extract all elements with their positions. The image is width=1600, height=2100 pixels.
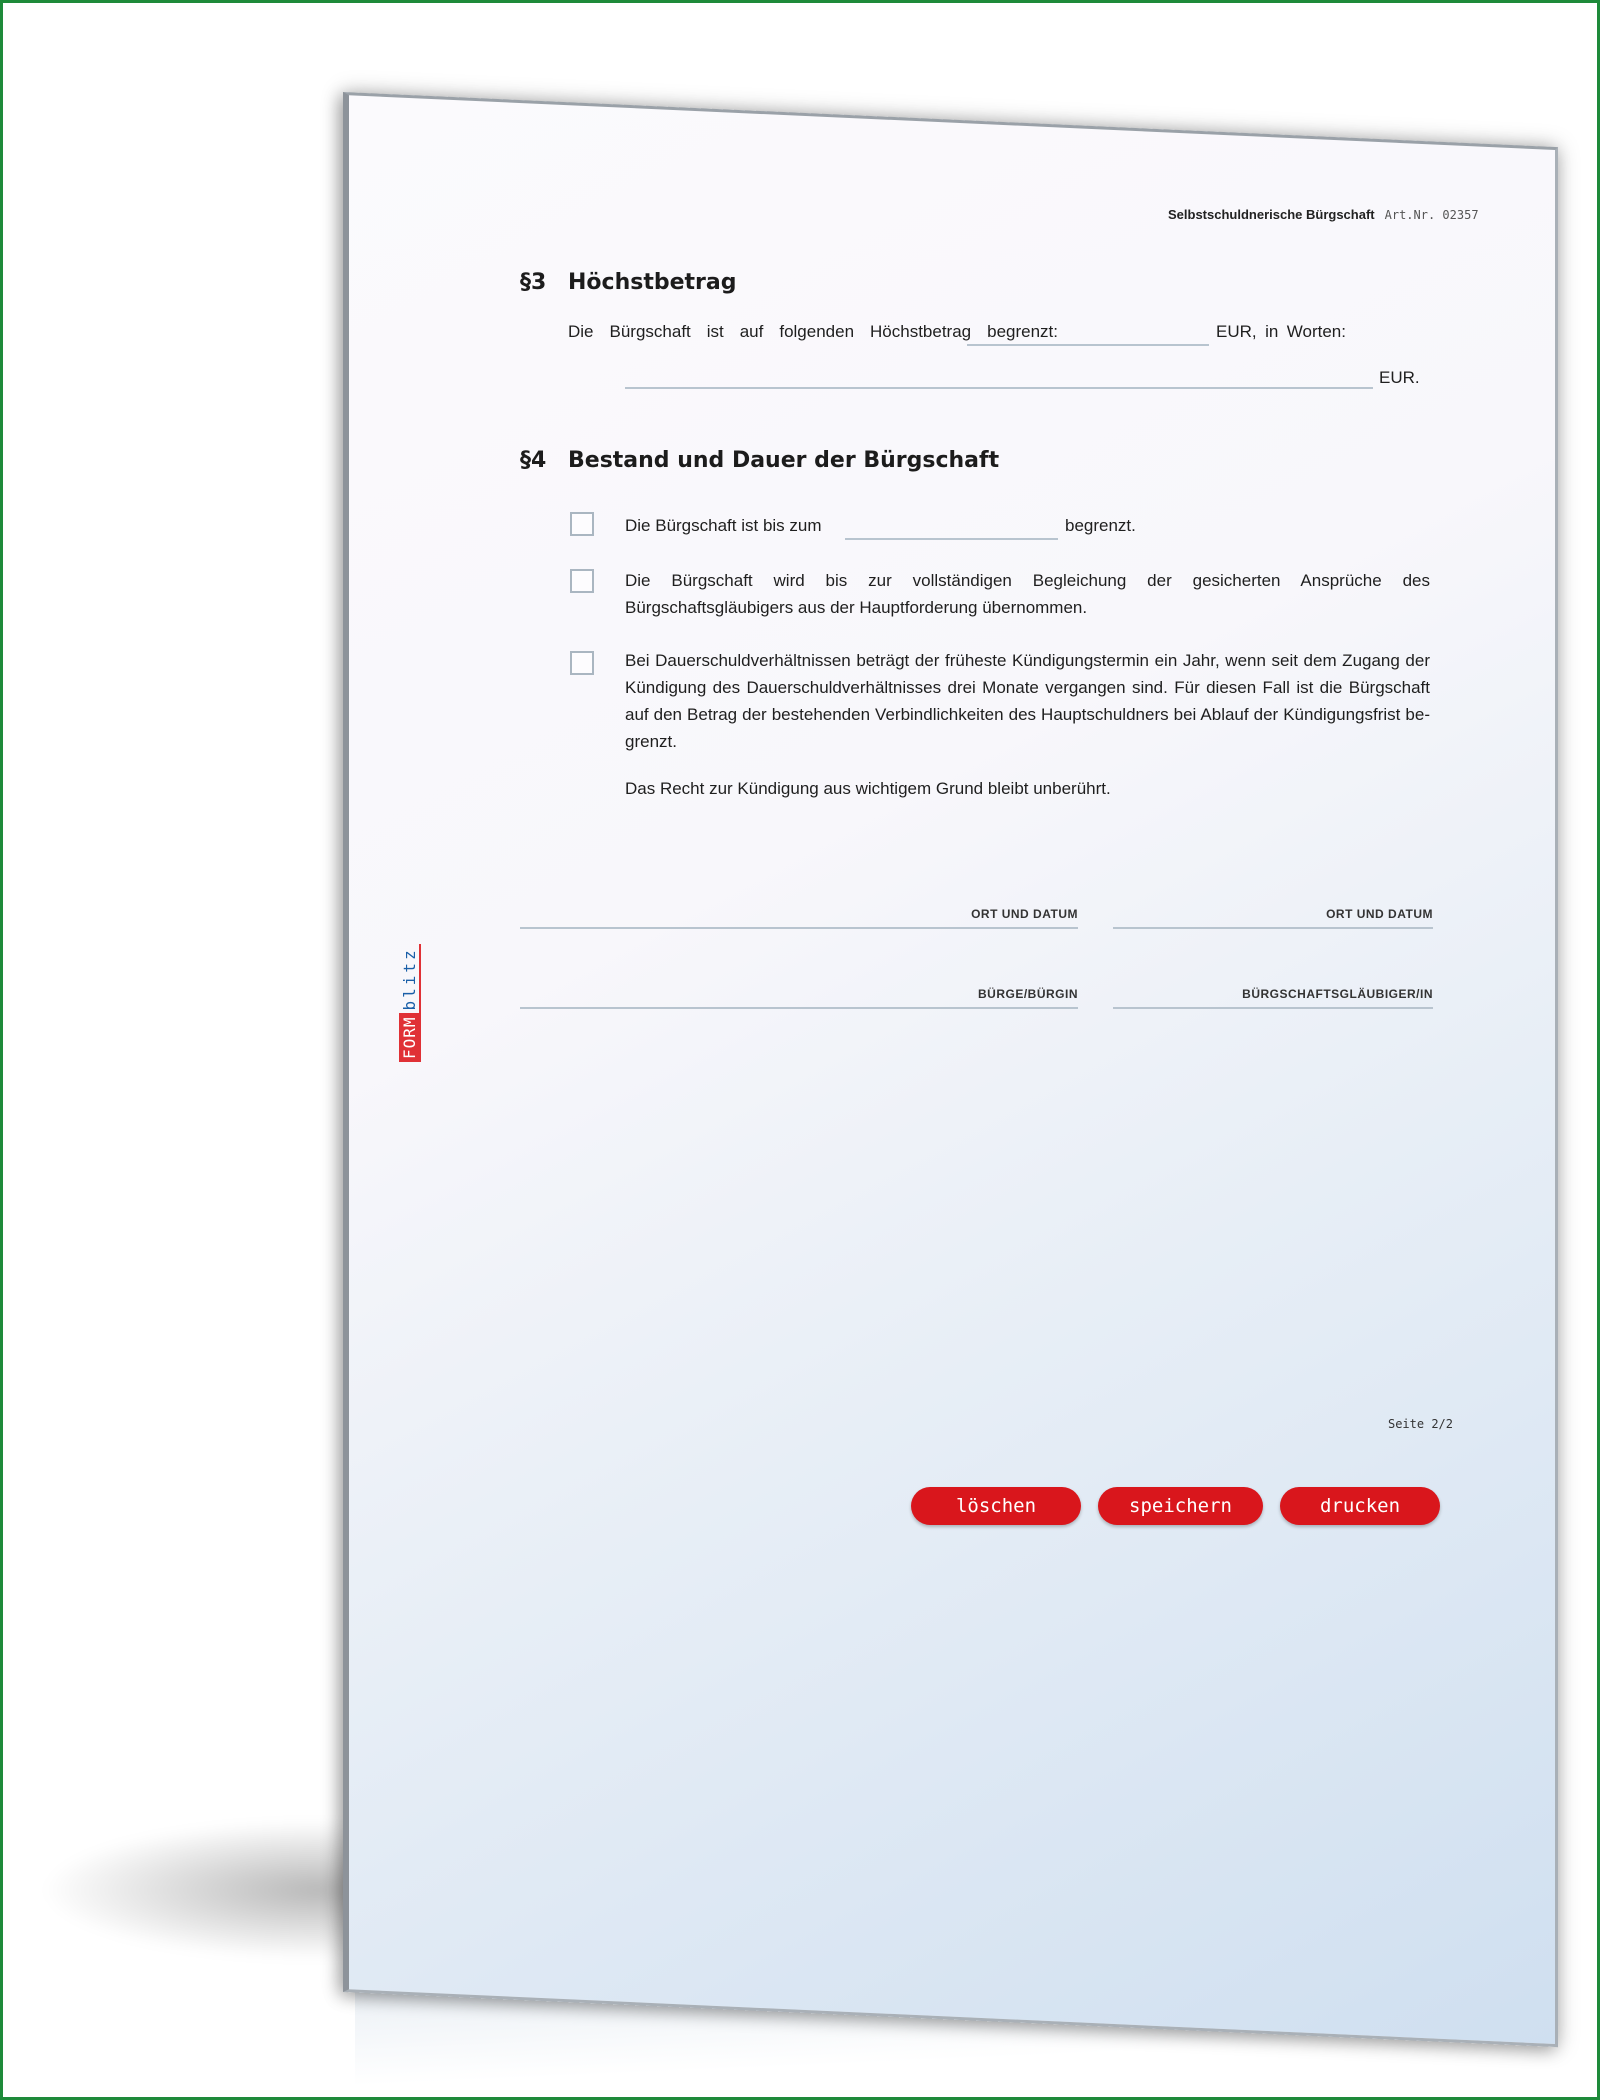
left-signature-line[interactable] <box>520 1007 1078 1009</box>
left-signer-label: BÜRGE/BÜRGIN <box>977 987 1078 1001</box>
page-content <box>343 92 1558 1992</box>
section-4-note: Das Recht zur Kündigung aus wichtigem Grund bleibt unberührt. <box>625 779 1111 798</box>
option-3-text: Bei Dauerschuldverhältnissen beträgt der früheste Kündigungstermin ein Jahr, wenn seit dem Zugang der Kündigung des Dauerschuldverhältnisses drei Monate vergangen sind. Für diesen Fall ist die Bürgschaft auf den Betrag der bestehenden Verbindlichkeiten des Hauptschuldners bei Ablauf der Kündigungsfrist begrenzt. <box>625 651 1430 751</box>
right-signature-line[interactable] <box>1113 1007 1433 1009</box>
section-3-text-2: EUR, in Worten: <box>1216 322 1346 341</box>
document-header <box>1168 207 1479 222</box>
document-title: Selbstschuldnerische Bürgschaft <box>1168 207 1375 222</box>
print-button[interactable]: drucken <box>1280 1487 1440 1525</box>
section-3-number: §3 <box>520 270 547 295</box>
option-3-checkbox[interactable] <box>570 651 594 675</box>
formblitz-logo <box>399 912 421 1062</box>
right-place-date-line[interactable] <box>1113 927 1433 929</box>
end-date-field[interactable] <box>845 538 1058 540</box>
right-signer-label: BÜRGSCHAFTSGLÄUBIGER/IN <box>1242 987 1433 1001</box>
left-place-date-line[interactable] <box>520 927 1078 929</box>
option-1-text: Die Bürgschaft ist bis zum <box>625 516 822 535</box>
section-4-number: §4 <box>520 448 547 473</box>
document-page <box>343 92 1558 2047</box>
page-number: Seite 2/2 <box>1387 1417 1453 1431</box>
section-3-text-1: Die Bürgschaft ist auf folgenden Höchstbetrag begrenzt: <box>568 322 1058 341</box>
logo-form-text: FORM <box>399 1013 421 1062</box>
option-1-text-end: begrenzt. <box>1065 516 1136 535</box>
option-1-checkbox[interactable] <box>570 512 594 536</box>
section-4-title: Bestand und Dauer der Bürgschaft <box>568 448 1000 473</box>
amount-in-words-field[interactable] <box>625 387 1373 389</box>
save-button[interactable]: speichern <box>1098 1487 1263 1525</box>
logo-blitz-text: blitz <box>399 944 421 1013</box>
option-2-checkbox[interactable] <box>570 569 594 593</box>
section-3-text-3: EUR. <box>1379 368 1420 387</box>
article-number: Art.Nr. 02357 <box>1384 208 1479 222</box>
delete-button[interactable]: löschen <box>911 1487 1081 1525</box>
option-2-text: Die Bürgschaft wird bis zur vollständigen Begleichung der gesicherten Ansprüche des Bürgschaftsgläubigers aus der Hauptforderung übernommen. <box>625 571 1430 617</box>
right-place-date-label: ORT UND DATUM <box>1326 907 1433 921</box>
max-amount-field[interactable] <box>967 344 1209 346</box>
section-3-title: Höchstbetrag <box>568 270 737 295</box>
left-place-date-label: ORT UND DATUM <box>971 907 1078 921</box>
